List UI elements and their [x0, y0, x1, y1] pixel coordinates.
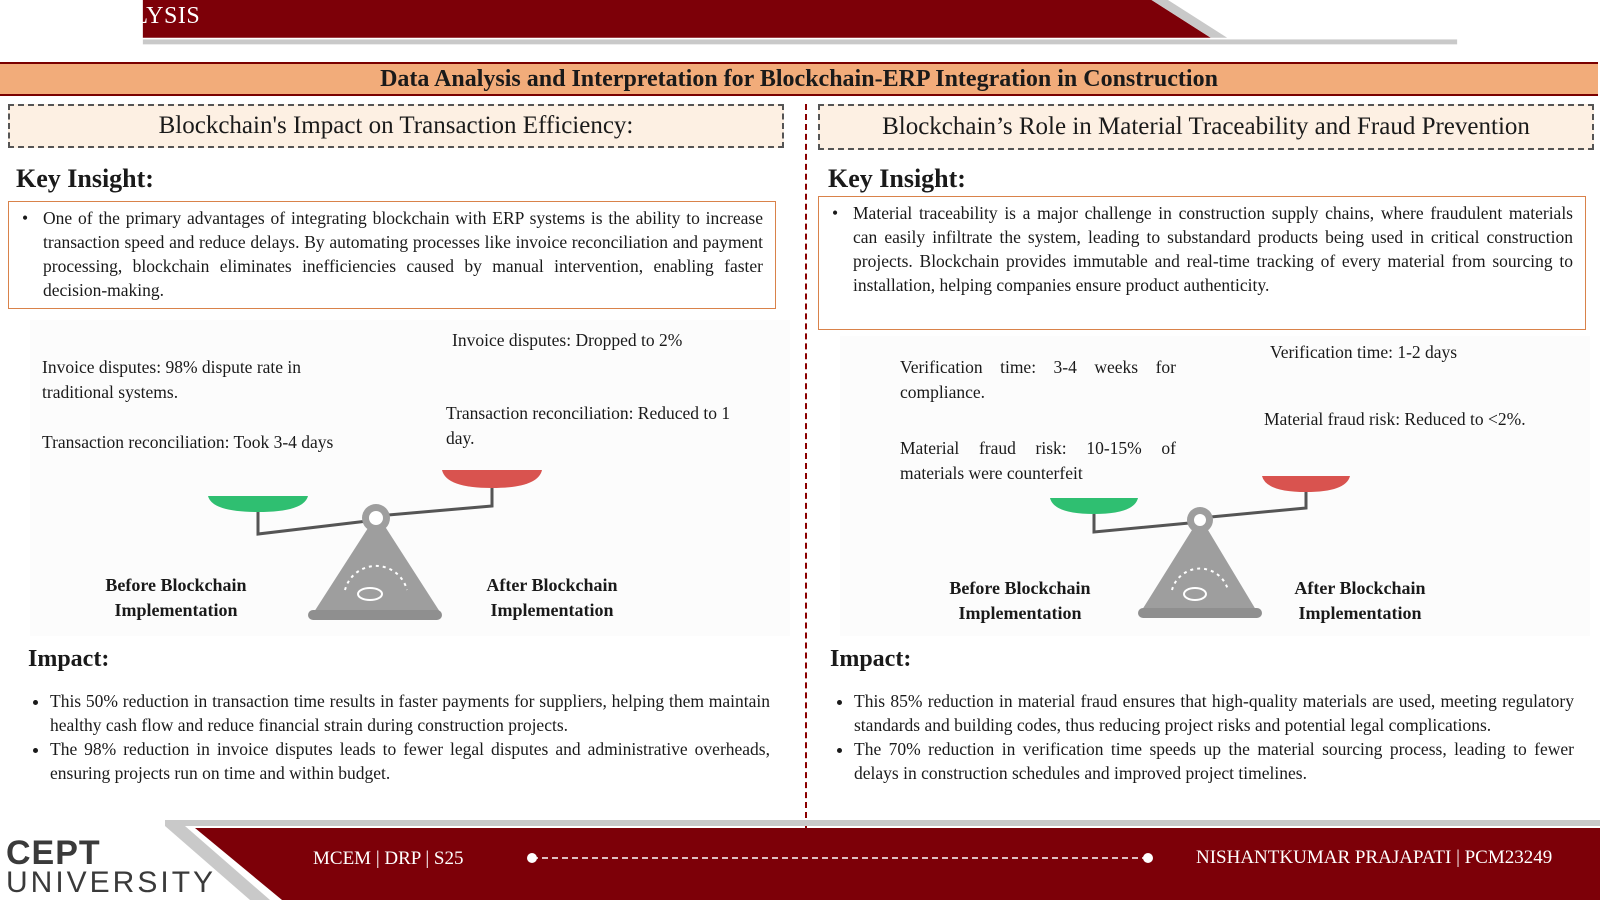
- page-header-title: DATA ANALYSIS: [12, 3, 201, 29]
- left-key-insight-box: [8, 201, 776, 309]
- right-key-insight-box: [818, 196, 1586, 330]
- bullet-icon: •: [22, 208, 29, 228]
- cept-logo-line2: UNIVERSITY: [6, 866, 217, 899]
- right-impact-item: • The 70% reduction in verification time speeds up the material sourcing process, leading to fewer delays in construction schedules and improved project timelines.: [854, 737, 1574, 785]
- right-before-verification-text: Verification time: 3-4 weeks for compliance.: [900, 357, 1176, 402]
- right-after-caption: After Blockchain Implementation: [1294, 578, 1426, 623]
- right-key-insight-label: Key Insight:: [828, 164, 966, 193]
- left-impact-label: Impact:: [28, 646, 110, 672]
- main-title-banner: Data Analysis and Interpretation for Blockchain-ERP Integration in Construction: [0, 62, 1598, 96]
- left-after-reconciliation-text: Transaction reconciliation: Reduced to 1 day.: [446, 403, 731, 448]
- left-before-reconciliation-text: Transaction reconciliation: Took 3-4 days: [42, 432, 334, 452]
- left-section-heading: Blockchain's Impact on Transaction Efficiency:: [8, 104, 784, 148]
- right-key-insight-text: Material traceability is a major challenge in construction supply chains, where fraudulent materials can easily infiltrate the system, leading to substandard products being used in critical construction projects. Blockchain provides immutable and real-time tracking of every material from sourcing to installation, helping companies ensure product authenticity.: [853, 203, 1573, 295]
- footer-author-text: NISHANTKUMAR PRAJAPATI | PCM23249: [1196, 847, 1553, 868]
- right-section-heading: Blockchain’s Role in Material Traceability and Fraud Prevention: [818, 104, 1594, 150]
- footer-course-text: MCEM | DRP | S25: [313, 848, 464, 869]
- bullet-icon: •: [832, 203, 839, 223]
- left-after-invoice-text: Invoice disputes: Dropped to 2%: [452, 330, 683, 350]
- left-before-caption: Before Blockchain Implementation: [105, 575, 247, 620]
- header-band: [0, 0, 1600, 46]
- right-after-verification-text: Verification time: 1-2 days: [1270, 342, 1458, 362]
- left-impact-item: • This 50% reduction in transaction time results in faster payments for suppliers, helping them maintain healthy cash flow and reduce financial strain during construction projects.: [50, 689, 770, 737]
- left-after-caption: After Blockchain Implementation: [486, 575, 618, 620]
- right-impact-label: Impact:: [830, 646, 912, 672]
- cept-logo-line1: CEPT: [6, 834, 101, 872]
- right-before-fraud-text: Material fraud risk: 10-15% of materials were counterfeit: [900, 438, 1176, 483]
- right-before-caption: Before Blockchain Implementation: [949, 578, 1091, 623]
- left-impact-list: [26, 689, 770, 785]
- right-after-fraud-text: Material fraud risk: Reduced to <2%.: [1264, 409, 1526, 429]
- left-impact-item: • The 98% reduction in invoice disputes leads to fewer legal disputes and administrative overheads, ensuring projects run on time and within budget.: [50, 737, 770, 785]
- left-before-invoice-text: Invoice disputes: 98% dispute rate in traditional systems.: [42, 357, 302, 402]
- left-key-insight-text: One of the primary advantages of integrating blockchain with ERP systems is the ability to increase transaction speed and reduce delays. By automating processes like invoice reconciliation and payment processing, blockchain eliminates inefficiencies caused by manual intervention, enabling faster decision-making.: [43, 208, 763, 300]
- left-key-insight-label: Key Insight:: [16, 164, 154, 193]
- right-impact-item: • This 85% reduction in material fraud ensures that high-quality materials are used, meeting regulatory standards and building codes, thus reducing project risks and potential legal complications.: [854, 689, 1574, 737]
- section-divider: [805, 104, 807, 828]
- right-impact-list: [830, 689, 1574, 785]
